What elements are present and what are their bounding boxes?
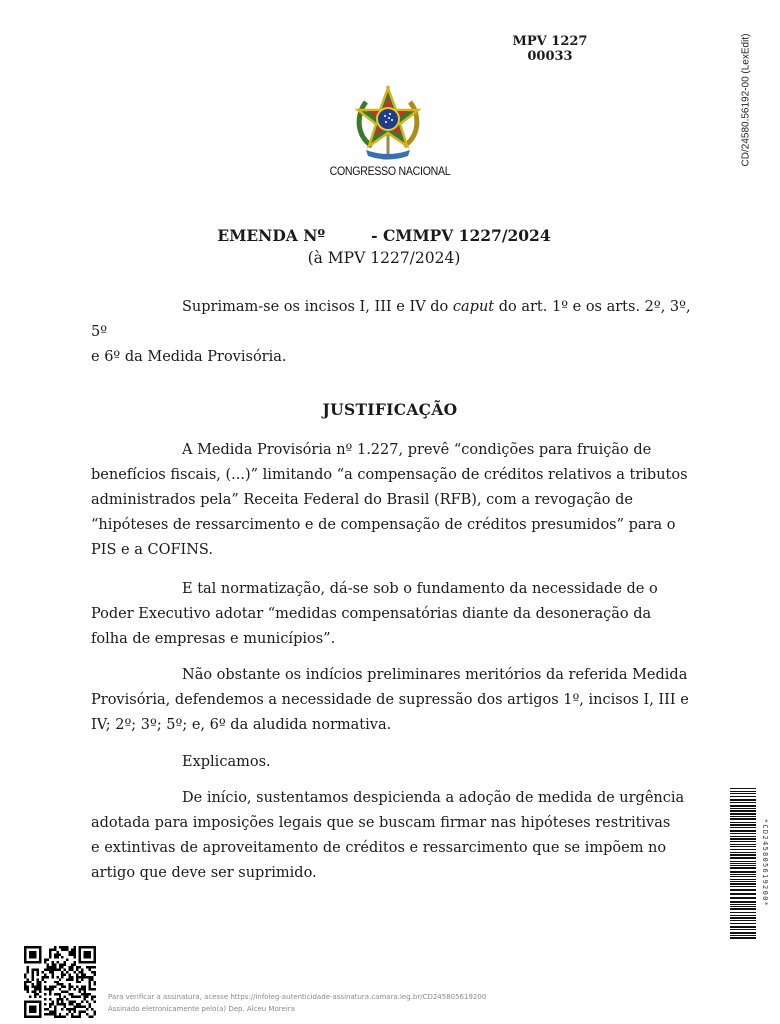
side-document-code (736, 20, 756, 180)
signer-text: Assinado eletronicamente pelo(a) Dep. Alceu Moreira (108, 1005, 295, 1013)
paragraph-text: Explicamos. (182, 754, 271, 770)
paragraph-line: Poder Executivo adotar “medidas compensatórias diante da desoneração da (91, 606, 652, 622)
paragraph-line: PIS e a COFINS. (91, 542, 213, 558)
verification-link-text[interactable]: Para verificar a assinatura, acesse https://infoleg-autenticidade-assinatura.camara.leg.br/CD245805619200 (108, 993, 487, 1001)
paragraph-line (91, 750, 691, 775)
mpv-number-line2: 00033 (527, 49, 573, 64)
justification-paragraph-2 (91, 577, 691, 652)
coat-of-arms-icon (352, 84, 424, 162)
side-document-code-text: CD/24580.56192-00 (LexEdit) (740, 33, 752, 167)
paragraph-line (91, 295, 691, 345)
paragraph-line: e extintivas de aproveitamento de créditos e ressarcimento que se impõem no (91, 840, 667, 856)
paragraph-line: folha de empresas e municípios”. (91, 631, 336, 647)
paragraph-line: Provisória, defendemos a necessidade de supressão dos artigos 1º, incisos I, III e (91, 692, 689, 708)
paragraph-line: administrados pela” Receita Federal do Brasil (RFB), com a revogação de (91, 492, 633, 508)
paragraph-line: “hipóteses de ressarcimento e de compensação de créditos presumidos” para o (91, 517, 676, 533)
barcode-caption (760, 788, 770, 938)
paragraph-text: E tal normatização, dá-se sob o fundamento da necessidade de o (182, 581, 658, 597)
paragraph-line: e 6º da Medida Provisória. (91, 349, 287, 365)
qr-code-icon[interactable] (24, 946, 96, 1018)
amendment-title (0, 226, 768, 245)
paragraph-line (91, 663, 691, 688)
paragraph-text: Suprimam-se os incisos I, III e IV do (182, 299, 453, 315)
mpv-number-line1: MPV 1227 (512, 34, 588, 49)
paragraph-line (91, 438, 691, 463)
paragraph-line (91, 786, 691, 811)
paragraph-text: A Medida Provisória nº 1.227, prevê “condições para fruição de (182, 442, 652, 458)
paragraph-text: De início, sustentamos despicienda a adoção de medida de urgência (182, 790, 685, 806)
justification-paragraph-3 (91, 663, 691, 738)
paragraph-line: benefícios fiscais, (...)” limitando “a compensação de créditos relativos a tributos (91, 467, 688, 483)
barcode-caption-text: *CD245805619200* (761, 818, 769, 908)
amendment-subtitle: (à MPV 1227/2024) (307, 249, 461, 267)
justification-title: JUSTIFICAÇÃO (322, 400, 458, 419)
crest-title: CONGRESSO NACIONAL (329, 164, 451, 178)
signature-verification (108, 991, 708, 1015)
mpv-number (500, 34, 600, 64)
paragraph-line: artigo que deve ser suprimido. (91, 865, 317, 881)
paragraph-text: Não obstante os indícios preliminares meritórios da referida Medida (182, 667, 688, 683)
paragraph-line: IV; 2º; 3º; 5º; e, 6º da aludida normativa. (91, 717, 392, 733)
justification-paragraph-5 (91, 786, 691, 886)
amendment-title-left: EMENDA Nº (217, 226, 326, 245)
barcode-icon (730, 788, 756, 938)
paragraph-line (91, 577, 691, 602)
paragraph-text: do art. 1º e os arts. 2º, 3º, 5º (91, 299, 691, 340)
paragraph-line: adotada para imposições legais que se buscam firmar nas hipóteses restritivas (91, 815, 671, 831)
amendment-title-right: - CMMPV 1227/2024 (371, 226, 551, 245)
justification-paragraph-1 (91, 438, 691, 563)
amendment-paragraph (91, 295, 691, 370)
paragraph-italic: caput (452, 299, 495, 315)
justification-paragraph-4 (91, 750, 691, 775)
